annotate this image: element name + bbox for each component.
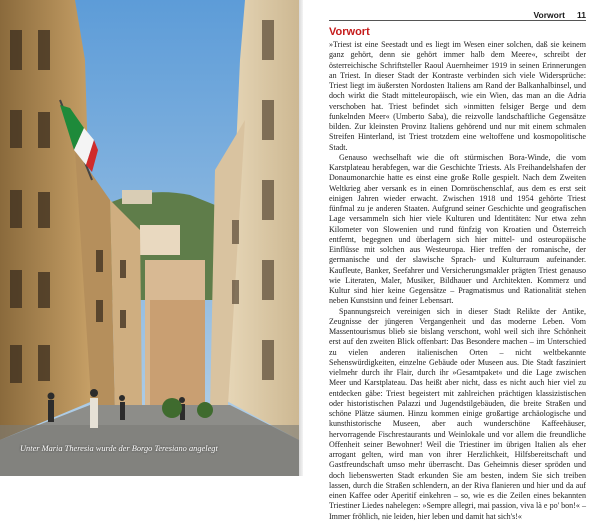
chapter-title: Vorwort	[329, 26, 370, 38]
page-number: 11	[577, 10, 586, 20]
running-head-section: Vorwort	[533, 10, 565, 20]
street-photo	[0, 0, 299, 476]
body-text	[329, 40, 586, 522]
running-head	[534, 10, 586, 20]
paragraph: »Triest ist eine Seestadt und es liegt im Wesen einer solchen, daß sie keinem ganz gehört, denn sie gehört immer halb dem Meere«, schreibt der österreichische Schriftsteller Raoul Auernheimer 1919 in seinen Erinnerungen an Triest. In dieser Stadt der Kontraste verbinden sich viele Widersprüche: Triest liegt im äußersten Nordosten Italiens am Rand der Balkanhalbinsel, und doch wirkt die Stadt mitteleuropäisch, wie ein Wien, das man an die Adria verschoben hat. Triest befindet sich »inmitten felsiger Berge und dem funkelnden Meer« (Umberto Saba), die reizvolle landschaftliche Gegensätze bilden. Zur kleinsten Provinz Italiens gehörend und nur mit einem schmalen Streifen Hinterland, ist Triest trotzdem eine weltoffene und kosmopolitische Stadt.	[329, 40, 586, 152]
paragraph: Spannungsreich vereinigen sich in dieser Stadt Relikte der Antike, Zeugnisse der jüngeren Vergangenheit und das moderne Leben. Vom Massentourismus blieb sie bislang verschont, wohl weil sich ihre Schönheit erst auf den zweiten Blick offenbart: Das Besondere machen – im Unterschied zu vielen anderen italienischen Orten – nicht weltbekannte Sehenswürdigkeiten, einzelne Gebäude oder Museen aus. Die Stadt fasziniert vielmehr durch ihr Flair, durch ihr »Gesamtpaket« und die Lage zwischen Meer und Karstplateau. Das heißt aber nicht, dass es nicht auch hier viel zu entdecken gäbe: Triest begeistert mit zahlreichen prächtigen klassizistischen oder historistischen Palazzi und Jugendstilgebäuden, die breite Straßen und schöne Plätze säumen. Hinzu kommen einige großartige archäologische und kunsthistorische Museen, aber auch wunderschöne Kaffeehäuser, hervorragende Fischrestaurants und Weinlokale und vor allem die freundliche Offenheit seiner Bewohner! Weil die Triestiner im übrigen Italien als eher arrogant gelten, wird man von ihrer Herzlichkeit, Hilfsbereitschaft und Gastfreundschaft umso mehr überrascht. Das Geheimnis dieser spröden und doch liebenswerten Stadt erkunden Sie am besten, indem Sie sich treiben lassen, durch die Straßen schlendern, an der Riva flanieren und hier und da auf einen Kaffee oder Aperitif einkehren – so, wie es die Zeilen eines bekannten Triestiner Liedes nahelegen: »Sempre allegri, mai passion, viva là e po' bon!« – Immer fröhlich, nie leiden, hier leben und damit hat sich's!«	[329, 306, 586, 521]
street-photo-illustration	[0, 0, 299, 476]
header-rule	[329, 20, 586, 21]
photo-caption: Unter Maria Theresia wurde der Borgo Teresiano angelegt	[20, 444, 218, 453]
paragraph: Genauso wechselhaft wie die oft stürmischen Bora-Winde, die vom Karstplateau herabfegen, war die Geschichte Triests. Als Freihandelshafen der Donaumonarchie hatte es einst eine große Rolle gespielt. Nach dem Zweiten Weltkrieg aber versank es in einen Dornröschenschlaf, aus dem es erst seit einigen Jahren wieder erwacht. Zwischen 1918 und 1954 gehörte Triest fünfmal zu je anderen Staaten. Aufgrund seiner Geschichte und geografischen Lage versammeln sich hier viele Kulturen und Identitäten: Nur etwa zehn Kilometer von Slowenien und rund fünfzig von Kroatien und Österreich entfernt, begegnen und überlagern sich hier mittel- und osteuropäische Einflüsse mit solchen aus Westeuropa. Hier treffen der romanische, der germanische und der slawische Sprach- und Kulturraum aufeinander. Kaufleute, Banker, Seefahrer und Versicherungsmakler prägten Triest genauso wie Literaten, Maler, Musiker, Bildhauer und Architekten. Kommerz und Kultur sind hier keine Gegensätze – Pragmatismus und Rationalität stehen neben Kunstsinn und feiner Lebensart.	[329, 152, 586, 306]
text-page	[303, 0, 600, 521]
